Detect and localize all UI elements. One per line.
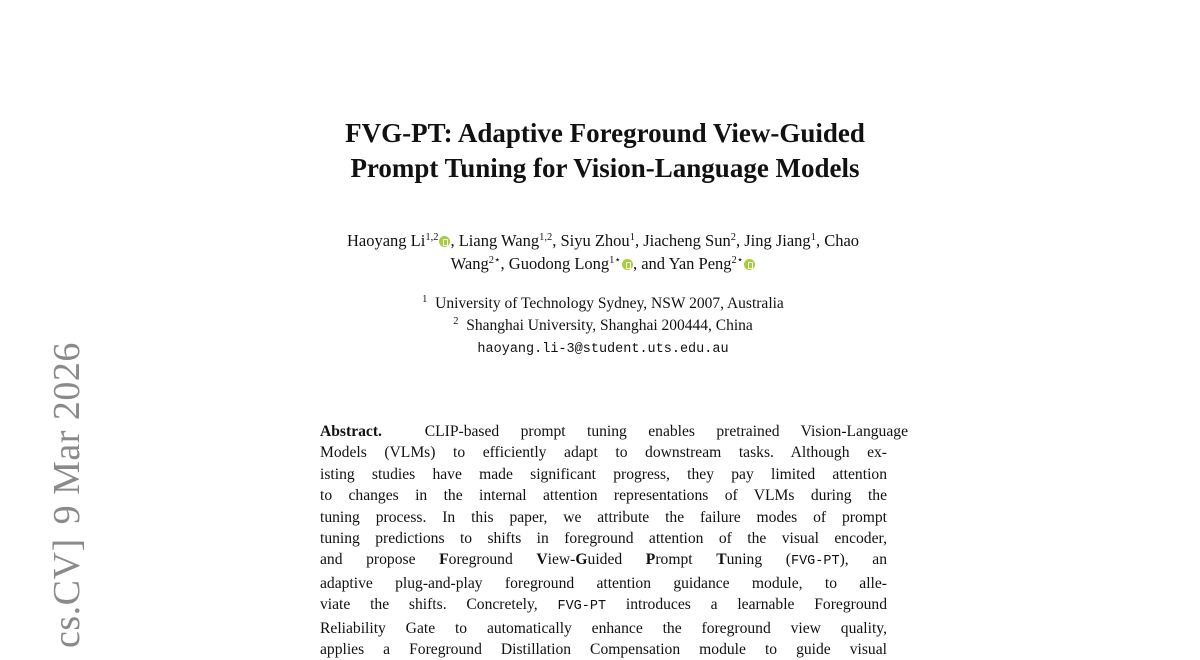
author-name: Guodong Long xyxy=(508,254,610,273)
affil-number: 1 xyxy=(422,294,428,305)
author-affil: 1 xyxy=(810,232,816,243)
orcid-icon[interactable] xyxy=(439,236,450,247)
author-list xyxy=(240,229,966,275)
affiliations xyxy=(300,293,906,361)
abstract-line: isting studies have made significant progress, they pay limited attention xyxy=(320,465,887,483)
arxiv-date: 9 Mar 2026 xyxy=(46,342,88,525)
abstract-line: tuning process. In this paper, we attribute the failure modes of prompt xyxy=(320,508,887,526)
author-name: Haoyang Li xyxy=(346,231,426,250)
method-abbr: FVG-PT xyxy=(790,554,840,570)
email-line xyxy=(300,337,906,361)
affiliation-1 xyxy=(300,293,906,315)
author-affil: 2⋆ xyxy=(488,255,501,266)
abstract-line xyxy=(320,594,887,617)
author-sep: , and xyxy=(632,254,669,273)
abstract-text: ), an xyxy=(839,551,888,569)
method-abbr: FVG-PT xyxy=(557,599,607,615)
author-name: Yan Peng xyxy=(668,254,732,273)
method-part: uning xyxy=(726,551,763,569)
method-part: rompt xyxy=(655,551,717,569)
author-affil: 1 xyxy=(629,232,635,243)
method-part: iew- xyxy=(547,551,576,569)
author-name: Jiacheng Sun xyxy=(643,231,731,250)
affil-number: 2 xyxy=(453,316,459,327)
abstract-text: and propose xyxy=(320,551,440,569)
author-affil: 1⋆ xyxy=(609,255,621,266)
author-sep: , xyxy=(450,231,459,250)
author-affil: 1,2 xyxy=(539,232,553,243)
abstract-line: adaptive plug-and-play foreground attention guidance module, to alle- xyxy=(320,574,887,592)
author-sep: , xyxy=(552,231,561,250)
paper-title xyxy=(250,116,960,186)
arxiv-stamp xyxy=(48,328,86,648)
method-initial: T xyxy=(716,551,727,569)
abstract-heading: Abstract. xyxy=(320,423,382,440)
abstract-line: tuning predictions to shifts in foreground attention of the visual encoder, xyxy=(320,530,887,548)
abstract-line: applies a Foreground Distillation Compensation module to guide visual xyxy=(320,641,887,659)
author-name: Jing Jiang xyxy=(744,231,811,250)
arxiv-category: cs.CV] xyxy=(46,538,88,648)
author-name: Liang Wang xyxy=(458,231,540,250)
title-line-2: Prompt Tuning for Vision-Language Models xyxy=(350,153,860,183)
author-affil: 2 xyxy=(730,232,736,243)
abstract-text: viate the shifts. Concretely, xyxy=(320,596,558,614)
author-sep: , xyxy=(815,231,825,250)
abstract-line xyxy=(320,421,908,442)
abstract-line: Models (VLMs) to efficiently adapt to downstream tasks. Although ex- xyxy=(320,444,887,462)
title-line-1: FVG-PT: Adaptive Foreground View-Guided xyxy=(345,118,865,148)
method-initial: V xyxy=(536,551,548,569)
author-sep: , xyxy=(500,254,509,273)
contact-email[interactable]: haoyang.li-3@student.uts.edu.au xyxy=(477,342,729,357)
orcid-icon[interactable] xyxy=(744,259,755,270)
abstract-text: CLIP-based prompt tuning enables pretrained Vision-Language xyxy=(424,423,908,440)
affiliation-2 xyxy=(300,315,906,337)
orcid-icon[interactable] xyxy=(622,259,633,270)
author-affil: 2⋆ xyxy=(731,255,744,266)
method-initial: P xyxy=(645,551,656,569)
author-line-2 xyxy=(240,252,966,275)
author-name-part: Chao xyxy=(824,231,860,250)
method-part: uided xyxy=(587,551,646,569)
author-name: Siyu Zhou xyxy=(560,231,630,250)
abstract-line: and propose Foreground View-Guided Prompt Tuning (FVG-PT), an xyxy=(320,551,888,570)
abstract xyxy=(320,421,910,660)
abstract-line: to changes in the internal attention representations of VLMs during the xyxy=(320,487,887,505)
abstract-text: introduces a learnable Foreground xyxy=(606,596,888,614)
method-initial: F xyxy=(439,551,449,569)
author-sep: , xyxy=(634,231,644,250)
author-affil: 1,2 xyxy=(425,232,439,243)
author-sep: , xyxy=(735,231,745,250)
affil-text: Shanghai University, Shanghai 200444, China xyxy=(466,317,753,334)
method-initial: G xyxy=(575,551,588,569)
affil-text: University of Technology Sydney, NSW 2007, Australia xyxy=(435,295,784,312)
author-name-part: Wang xyxy=(450,254,489,273)
author-line-1 xyxy=(240,229,966,252)
abstract-line: Reliability Gate to automatically enhance the foreground view quality, xyxy=(320,619,887,637)
method-part: oreground xyxy=(448,551,537,569)
